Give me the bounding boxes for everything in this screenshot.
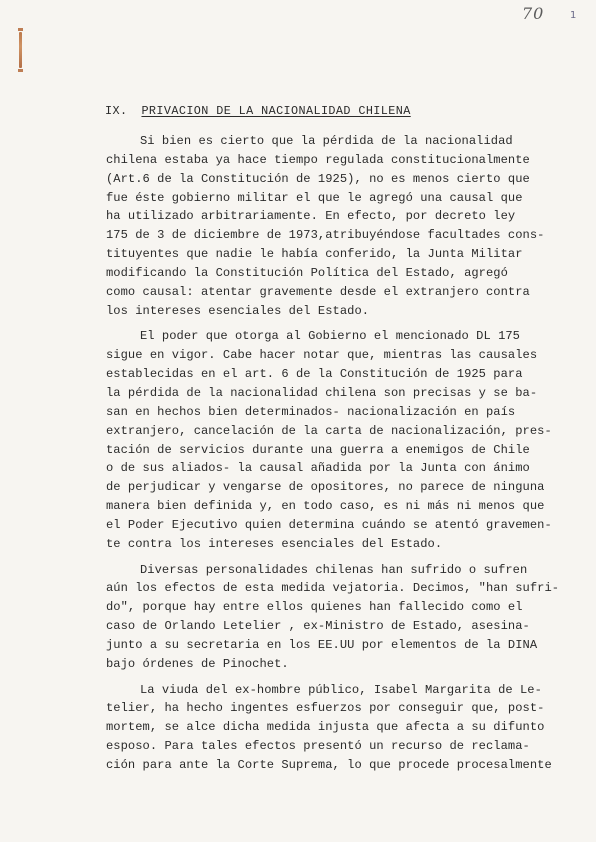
text-line: esposo. Para tales efectos presentó un recurso de reclama- [106,739,530,754]
text-line: de perjudicar y vengarse de opositores, no parece de ninguna [106,480,545,495]
text-line: El poder que otorga al Gobierno el mencionado DL 175 [140,329,520,344]
paragraph [106,561,560,674]
text-line: manera bien definida y, en todo caso, es ni más ni menos que [106,499,545,514]
text-line: tación de servicios durante una guerra a enemigos de Chile [106,442,530,457]
text-line: sigue en vigor. Cabe hacer notar que, mientras las causales [106,348,538,363]
text-line: mortem, se alce dicha medida injusta que afecta a su difunto [106,720,545,735]
text-line: (Art.6 de la Constitución de 1925), no es menos cierto que [106,171,530,186]
text-line: junto a su secretaria en los EE.UU por elementos de la DINA [106,637,538,652]
text-line: el Poder Ejecutivo quien determina cuándo se atentó gravemen- [106,517,552,532]
section-title: PRIVACION DE LA NACIONALIDAD CHILENA [141,104,411,118]
text-line: 175 de 3 de diciembre de 1973,atribuyéndose facultades cons- [106,228,545,243]
text-line: los intereses esenciales del Estado. [106,303,370,318]
text-line: telier, ha hecho ingentes esfuerzos por conseguir que, post- [106,701,545,716]
text-line: te contra los intereses esenciales del Estado. [106,536,443,551]
paragraph [106,132,556,320]
paragraph [106,327,556,553]
section-heading [105,104,411,118]
text-line: establecidas en el art. 6 de la Constitución de 1925 para [106,367,523,382]
text-line: modificando la Constitución Política del Estado, agregó [106,265,508,280]
text-line: bajo órdenes de Pinochet. [106,656,289,671]
text-line: tituyentes que nadie le había conferido, la Junta Militar [106,247,523,262]
text-line: caso de Orlando Letelier , ex-Ministro de Estado, asesina- [106,619,530,634]
text-line: san en hechos bien determinados- nacionalización en país [106,404,516,419]
text-line: fue éste gobierno militar el que le agregó una causal que [106,190,523,205]
text-line: extranjero, cancelación de la carta de nacionalización, pres- [106,423,552,438]
text-line: o de sus aliados- la causal añadida por la Junta con ánimo [106,461,530,476]
text-line: ción para ante la Corte Suprema, lo que procede procesalmente [106,758,552,772]
text-line: La viuda del ex-hombre público, Isabel Margarita de Le- [140,682,542,697]
corner-mark: 1 [570,10,577,21]
text-line: ha utilizado arbitrariamente. En efecto, por decreto ley [106,209,516,224]
text-line: Si bien es cierto que la pérdida de la nacionalidad [140,134,513,148]
text-line: aún los efectos de esta medida vejatoria. Decimos, "han sufri- [106,581,560,596]
text-line: la pérdida de la nacionalidad chilena son precisas y se ba- [106,385,538,400]
page-number: 70 [522,4,545,23]
text-line: Diversas personalidades chilenas han sufrido o sufren [140,562,528,577]
text-line: chilena estaba ya hace tiempo regulada constitucionalmente [106,152,530,167]
text-line: do", porque hay entre ellos quienes han fallecido como el [106,600,523,615]
staple-mark [19,32,22,68]
text-line: como causal: atentar gravemente desde el extranjero contra [106,284,530,299]
section-number: IX. [105,104,128,118]
document-body [106,132,560,782]
paragraph [106,681,556,775]
